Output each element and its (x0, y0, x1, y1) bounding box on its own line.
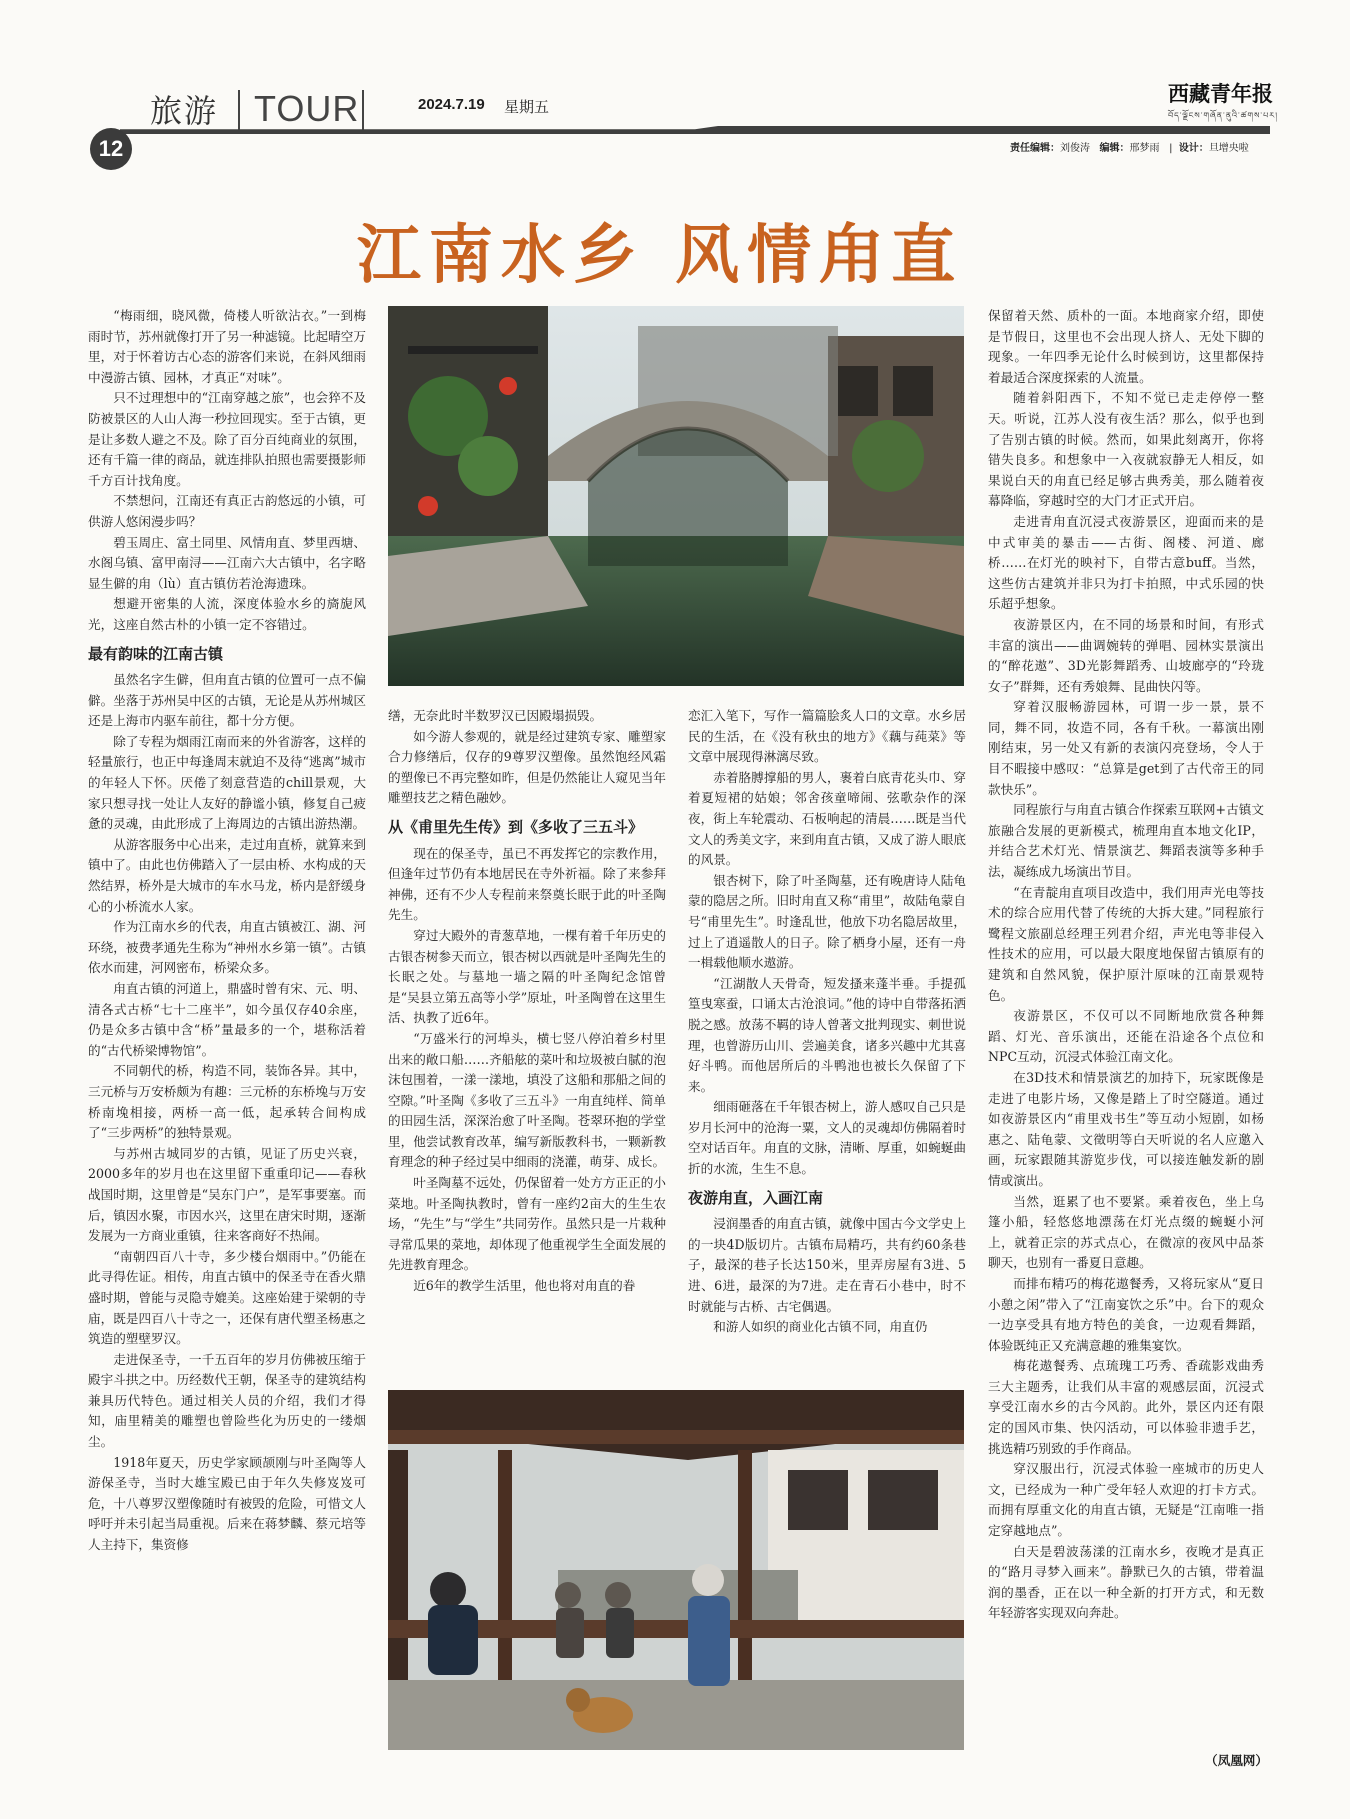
article-column-2 (388, 706, 666, 1376)
paragraph: 恋汇入笔下，写作一篇篇脍炙人口的文章。水乡居民的生活，在《没有秋虫的地方》《藕与莼菜》等文章中展现得淋漓尽致。 (688, 708, 966, 765)
paragraph: “江湖散人天骨奇，短发搔来蓬半垂。手提孤篁曳寒蚕，口诵太古沧浪词。”他的诗中自带落拓洒脱之感。放荡不羁的诗人曾著文批判现实、刺世说理，也曾游历山川、尝遍美食，诸多兴趣中尤其喜好斗鸭。而他居所后的斗鸭池也被长久保留了下来。 (688, 975, 966, 1094)
pavilion-illustration (388, 1390, 964, 1750)
paragraph: 穿着汉服畅游园林，可谓一步一景，景不同，舞不同，妆造不同，各有千秋。一幕演出刚刚结束，另一处又有新的表演闪亮登场，令人于目不暇接中感叹：“总算是get到了古代帝王的同款快乐”。 (988, 699, 1264, 797)
divider (362, 90, 364, 130)
paragraph: 细雨砸落在千年银杏树上，游人感叹自己只是岁月长河中的沧海一粟，文人的灵魂却仿佛隔着时空对话百年。甪直的文脉，清晰、厚重，如蜿蜒曲折的水流，生生不息。 (688, 1099, 966, 1177)
article-column-3 (688, 706, 966, 1376)
article-column-4 (988, 306, 1264, 1756)
subheading: 最有韵味的江南古镇 (88, 644, 224, 663)
paragraph: 碧玉周庄、富土同里、风情甪直、梦里西塘、水阁乌镇、富甲南浔——江南六大古镇中，名字略显生僻的甪（lù）直古镇仿若沧海遗珠。 (88, 534, 366, 591)
divider (238, 90, 240, 130)
paragraph: “南朝四百八十寺，多少楼台烟雨中。”仍能在此寻得佐证。相传，甪直古镇中的保圣寺在香火鼎盛时期，曾能与灵隐寺媲美。这座始建于梁朝的寺庙，既是四百八十寺之一，还保有唐代塑圣杨惠之筑造的塑壁罗汉。 (88, 1248, 366, 1347)
paragraph: 从游客服务中心出来，走过甪直桥，就算来到镇中了。由此也仿佛踏入了一层由桥、水构成的天然结界，桥外是大城市的车水马龙，桥内是舒缓身心的小桥流水人家。 (88, 836, 366, 914)
section-title-cn: 旅游 (150, 92, 219, 130)
paragraph: 在3D技术和情景演艺的加持下，玩家既像是走进了电影片场，又像是踏上了时空隧道。通过如夜游景区内“甫里戏书生”等互动小短剧，如杨惠之、陆龟蒙、文徵明等白天听说的名人应邀入画，玩家跟随其游览步伐，可以接连触发新的剧情或演出。 (988, 1069, 1264, 1188)
paragraph: 与苏州古城同岁的古镇，见证了历史兴衰，2000多年的岁月也在这里留下重重印记——春秋战国时期，这里曾是“吴东门户”，是军事要塞。而后，镇因水聚，市因水兴，这里在唐宋时期，逐渐发展为一方商业重镇，往来客商好不热闹。 (88, 1145, 366, 1244)
paragraph: 和游人如织的商业化古镇不同，甪直仍 (713, 1319, 928, 1335)
paragraph: “梅雨细，晓风微，倚楼人听欲沾衣。”一到梅雨时节，苏州就像打开了另一种滤镜。比起晴空万里，对于怀着访古心态的游客们来说，在斜风细雨中漫游古镇、园林，才真正“对味”。 (88, 308, 366, 385)
credit-label: 编辑： (1099, 143, 1130, 154)
issue-weekday: 星期五 (504, 98, 550, 116)
paragraph: 虽然名字生僻，但甪直古镇的位置可一点不偏僻。坐落于苏州吴中区的古镇，无论是从苏州城区还是上海市内驱车前往，都十分方便。 (88, 672, 366, 729)
paragraph: 除了专程为烟雨江南而来的外省游客，这样的轻量旅行，也正中每逢周末就迫不及待“逃离”城市的年轻人下怀。厌倦了刻意营造的chill景观，大家只想寻找一处让人友好的静谧小镇，修复自己疲惫的灵魂，由此形成了上海周边的古镇出游热潮。 (88, 733, 366, 832)
subheading: 夜游甪直，入画江南 (688, 1188, 824, 1207)
paragraph: 不禁想问，江南还有真正古韵悠远的小镇，可供游人悠闲漫步吗？ (88, 493, 366, 529)
article-column-1 (88, 306, 366, 1756)
paragraph: 想避开密集的人流，深度体验水乡的旖旎风光，这座自然古朴的小镇一定不容错过。 (88, 596, 366, 632)
newspaper-logo: 西藏青年报 (1168, 81, 1273, 106)
paragraph: 白天是碧波荡漾的江南水乡，夜晚才是真正的“路月寻梦入画来”。静默已久的古镇，带着温润的墨香，正在以一种全新的打开方式，和无数年轻游客实现双向奔赴。 (988, 1543, 1264, 1621)
page-number: 12 (90, 128, 132, 170)
credit-editor: 刘俊涛 (1060, 143, 1090, 154)
newspaper-logo-tibetan: བོད་ལྗོངས་གཞོན་ནུའི་ཚགས་པར། (1168, 111, 1278, 120)
credit-design: 旦增央啦 (1208, 143, 1249, 154)
subheading: 从《甫里先生传》到《多收了三五斗》 (388, 817, 644, 836)
credit-label: 设计： (1178, 143, 1209, 154)
paragraph: 甪直古镇的河道上，鼎盛时曾有宋、元、明、清各式古桥“七十二座半”，如今虽仅存40余座，仍是众多古镇中含“桥”量最多的一个，堪称活着的“古代桥梁博物馆”。 (88, 981, 366, 1058)
paragraph: 夜游景区，不仅可以不同断地欣赏各种舞蹈、灯光、音乐演出，还能在沿途各个点位和NPC互动，沉浸式体验江南文化。 (988, 1008, 1264, 1065)
paragraph: 赤着胳膊撑船的男人，裹着白底青花头巾、穿着夏短裙的姑娘；邻舍孩童啼闹、弦歌杂作的深夜，街上车轮震动、石板响起的清晨……既是当代文人的秀美文字，来到甪直古镇，又成了游人眼底的风景。 (688, 769, 966, 868)
paragraph: 同程旅行与甪直古镇合作探索互联网+古镇文旅融合发展的更新模式，梳理甪直本地文化IP，并结合艺术灯光、情景演艺、舞蹈表演等多种手法，凝练成九场演出节目。 (988, 802, 1264, 880)
paragraph: “在青靛甪直项目改造中，我们用声光电等技术的综合应用代替了传统的大拆大建。”同程旅行鹭程文旅副总经理王列君介绍，声光电等非侵入性技术的应用，可以最大限度地保留古镇原有的建筑和自然风貌，保护原汁原味的江南景观特色。 (988, 884, 1264, 1003)
paragraph: 穿汉服出行，沉浸式体验一座城市的历史人文，已经成为一种广受年轻人欢迎的打卡方式。而拥有厚重文化的甪直古镇，无疑是“江南唯一指定穿越地点”。 (988, 1461, 1264, 1539)
photo-stone-bridge (388, 306, 964, 686)
paragraph: 叶圣陶墓不远处，仍保留着一处方方正正的小菜地。叶圣陶执教时，曾有一座约2亩大的生生农场，“先生”与“学生”共同劳作。虽然只是一片栽种寻常瓜果的菜地，却体现了他重视学生全面发展的先进教育理念。 (388, 1175, 666, 1273)
paragraph: 银杏树下，除了叶圣陶墓，还有晚唐诗人陆龟蒙的隐居之所。旧时甪直又称“甫里”，故陆龟蒙自号“甫里先生”。时逢乱世，他放下功名隐居故里，过上了逍遥散人的日子。除了栖身小屋，还有一舟一楫载他顺水遨游。 (688, 872, 966, 971)
paragraph: 近6年的教学生活里，他也将对甪直的眷 (413, 1278, 636, 1294)
paragraph: 梅花遨餐秀、点琉瑰工巧秀、香疏影戏曲秀三大主题秀，让我们从丰富的观感层面，沉浸式享受江南水乡的古今风韵。此外，景区内还有限定的国风市集、快闪活动，可以体验非遗手艺，挑选精巧别致的手作商品。 (988, 1358, 1264, 1456)
section-title-en: TOUR (254, 88, 360, 129)
paragraph: 作为江南水乡的代表，甪直古镇被江、湖、河环绕，被费孝通先生称为“神州水乡第一镇”。古镇依水而建，河网密布，桥梁众多。 (88, 919, 366, 976)
paragraph: 不同朝代的桥，构造不同，装饰各异。其中，三元桥与万安桥颇为有趣：三元桥的东桥堍与万安桥南堍相接，两桥一高一低，起承转合间构成了“三步两桥”的独特景观。 (88, 1063, 366, 1141)
paragraph: 夜游景区内，在不同的场景和时间，有形式丰富的演出——曲调婉转的弹唱、园林实景演出的“醉花遨”、3D光影舞蹈秀、山坡廊亭的“玲珑女子”群舞，还有秀娘舞、昆曲快闪等。 (988, 616, 1264, 694)
paragraph: 保留着天然、质朴的一面。本地商家介绍，即使是节假日，这里也不会出现人挤人、无处下脚的现象。一年四季无论什么时候到访，这里都保持着最适合深度探索的人流量。 (988, 308, 1264, 385)
article-source: （凤凰网） (1205, 1753, 1268, 1768)
paragraph: 如今游人参观的，就是经过建筑专家、雕塑家合力修缮后，仅存的9尊罗汉塑像。虽然饱经风霜的塑像已不再完整如昨，但是仍然能让人窥见当年雕塑技艺之精色融妙。 (388, 728, 666, 806)
paragraph: 缮，无奈此时半数罗汉已因殿塌损毁。 (388, 708, 603, 723)
photo-pavilion (388, 1390, 964, 1750)
paragraph: “万盛米行的河埠头，横七竖八停泊着乡村里出来的敞口船……齐船舷的菜叶和垃圾被白腻的泡沫包围着，一漾一漾地，填没了这船和那船之间的空隙。”叶圣陶《多收了三五斗》一甪直纯样、简单的田园生活，深深治愈了叶圣陶。苍翠环抱的学堂里，他尝试教育改革，编写新版教科书，一颗新教育理念的种子经过吴中细雨的浇灌，萌芽、成长。 (388, 1030, 666, 1170)
stone-bridge-illustration (388, 306, 964, 686)
paragraph: 只不过理想中的“江南穿越之旅”，也会猝不及防被景区的人山人海一秒拉回现实。至于古镇，更是让多数人避之不及。除了百分百纯商业的氛围，还有千篇一律的商品，就连排队拍照也需要摄影师千方百计找角度。 (88, 390, 366, 488)
paragraph: 走进青甪直沉浸式夜游景区，迎面而来的是中式审美的暴击——古街、阁楼、河道、廊桥……在灯光的映衬下，自带古意buff。当然，这些仿古建筑并非只为打卡拍照，中式乐园的快乐超乎想象。 (988, 513, 1264, 612)
paragraph: 浸润墨香的甪直古镇，就像中国古今文学史上的一块4D版切片。古镇布局精巧，共有约60条巷子，最深的巷子长达150米，里弄房屋有3进、5进、6进，最深的为7进。走在青石小巷中，时不时就能与古桥、古宅偶遇。 (688, 1216, 966, 1314)
paragraph: 走进保圣寺，一千五百年的岁月仿佛被压缩于殿宇斗拱之中。历经数代王朝，保圣寺的建筑结构兼具历代特色。通过相关人员的介绍，我们才得知，庙里精美的雕塑也曾险些化为历史的一缕烟尘。 (88, 1351, 366, 1450)
editor-credits: 责任编辑：刘俊涛 编辑：邢梦雨 | 设计：旦增央啦 (1010, 143, 1249, 154)
paragraph: 而排布精巧的梅花遨餐秀，又将玩家从“夏日小憩之闲”带入了“江南宴饮之乐”中。台下的观众一边享受具有地方特色的美食，一边观看舞蹈，体验既纯正又充满意趣的雅集宴饮。 (988, 1275, 1264, 1353)
credit-label: 责任编辑： (1010, 143, 1060, 154)
headline: 江南水乡 风情甪直 (356, 219, 964, 293)
paragraph: 1918年夏天，历史学家顾颉刚与叶圣陶等人游保圣寺，当时大雄宝殿已由于年久失修岌岌可危，十八尊罗汉塑像随时有被毁的危险，可惜文人呼吁并未引起当局重视。后来在蒋梦麟、蔡元培等人主持下，集资修 (88, 1454, 366, 1553)
credit-editing: 邢梦雨 (1129, 143, 1160, 154)
paragraph: 随着斜阳西下，不知不觉已走走停停一整天。听说，江苏人没有夜生活？那么，似乎也到了告别古镇的时候。然而，如果此刻离开，你将错失良多。和想象中一入夜就寂静无人相反，如果说白天的甪直已经足够古典秀美，那么随着夜幕降临，穿越时空的大门才正式开启。 (988, 390, 1264, 509)
issue-date: 2024.7.19 (418, 96, 485, 113)
paragraph: 当然，逛累了也不要紧。乘着夜色，坐上乌篷小船，轻悠悠地漂荡在灯光点缀的蜿蜒小河上，就着正宗的苏式点心，在微凉的夜风中品茶聊天，也别有一番夏日意趣。 (988, 1193, 1264, 1271)
paragraph: 现在的保圣寺，虽已不再发挥它的宗教作用，但逢年过节仍有本地居民在寺外祈福。除了来参拜神佛，还有不少人专程前来祭奠长眠于此的叶圣陶先生。 (388, 845, 666, 923)
paragraph: 穿过大殿外的青葱草地，一棵有着千年历史的古银杏树参天而立，银杏树以西就是叶圣陶先生的长眠之处。与墓地一墙之隔的叶圣陶纪念馆曾是“吴县立第五高等小学”原址，叶圣陶曾在这里生活、执教了近6年。 (388, 927, 666, 1026)
